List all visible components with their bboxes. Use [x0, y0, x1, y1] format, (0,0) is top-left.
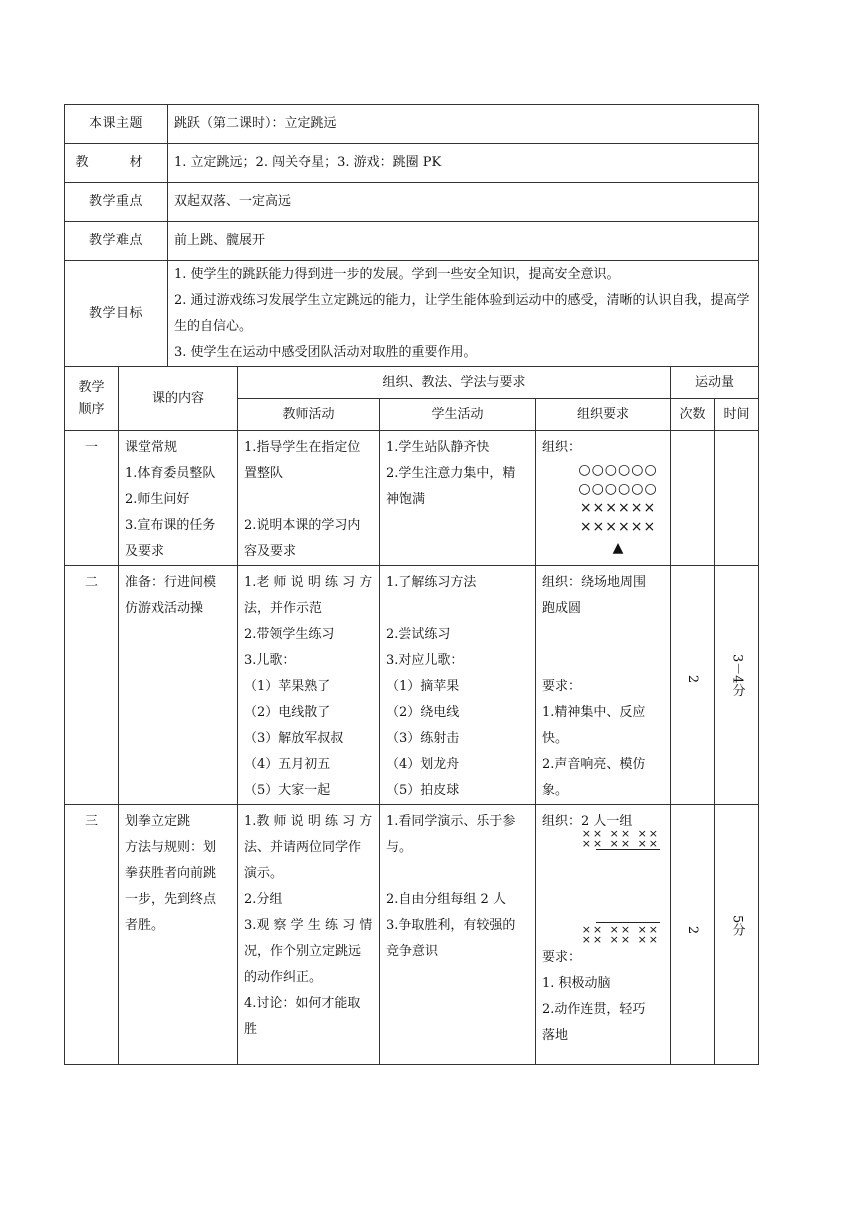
row-times: [671, 431, 715, 566]
row-content: 准备：行进间模 仿游戏活动操: [119, 566, 238, 805]
table-row: [65, 431, 759, 566]
row-content: 划拳立定跳 方法与规则：划 拳获胜者向前跳 一步，先到终点 者胜。: [119, 805, 238, 1065]
row-duration: [715, 431, 759, 566]
col-org-req: 组织要求: [536, 399, 671, 431]
row-org: 组织：绕场地周围 跑成圆 要求： 1.精神集中、反应 快。 2.声音响亮、模仿 象。: [536, 566, 671, 805]
material-label: 教 材: [65, 144, 168, 183]
difficulty-value: 前上跳、髋展开: [168, 222, 759, 261]
row-times: 2: [671, 805, 715, 1065]
col-times: 次数: [671, 399, 715, 431]
row-org: [536, 431, 671, 566]
difficulty-label: 教学难点: [65, 222, 168, 261]
row-teacher: 1.教 师 说 明 练 习 方 法、并请两位同学作 演示。 2.分组 3.观 察 学 生 练 习 情 况，作个别立定跳远 的动作纠正。 4.讨论：如何才能取 胜: [238, 805, 380, 1065]
col-order: 教学顺序: [65, 367, 119, 431]
goal-item: 2. 通过游戏练习发展学生立定跳远的能力，让学生能体验到运动中的感受，清晰的认识自我，提高学生的自信心。: [174, 292, 750, 334]
col-duration: 时间: [715, 399, 759, 431]
col-load: 运动量: [671, 367, 759, 399]
formation-row: ○○○○○○: [578, 462, 658, 478]
key-label: 教学重点: [65, 183, 168, 222]
material-value: 1. 立定跳远；2. 闯关夺星；3. 游戏：跳圈 PK: [168, 144, 759, 183]
goal-item: 3. 使学生在运动中感受团队活动对取胜的重要作用。: [174, 344, 477, 360]
row-student: 1.看同学演示、乐于参 与。 2.自由分组每组 2 人 3.争取胜利，有较强的 竞争意识: [380, 805, 536, 1065]
row-duration: 3－4分: [715, 566, 759, 805]
formation-row: ○○○○○○: [578, 481, 658, 497]
col-content: 课的内容: [119, 367, 238, 431]
teacher-marker-icon: ▲: [612, 540, 624, 556]
row-order: 一: [65, 431, 119, 566]
goals-label: 教学目标: [65, 261, 168, 367]
row-order: 三: [65, 805, 119, 1065]
row-teacher: 1.老 师 说 明 练 习 方 法，并作示范 2.带领学生练习 3.儿歌： （1）苹果熟了 （2）电线散了 （3）解放军叔叔 （4）五月初五 （5）大家一起: [238, 566, 380, 805]
row-times: 2: [671, 566, 715, 805]
topic-label: 本课主题: [65, 105, 168, 144]
lesson-table: [64, 104, 759, 1065]
col-student: 学生活动: [380, 399, 536, 431]
pairs-diagram-bottom: ×× ×× ×× ×× ×× ××: [581, 923, 661, 946]
row-order: 二: [65, 566, 119, 805]
table-row: [65, 566, 759, 805]
col-org-group: 组织、教法、学法与要求: [238, 367, 671, 399]
row-duration: 5分: [715, 805, 759, 1065]
formation-row: ××××××: [579, 500, 657, 516]
row-teacher: 1.指导学生在指定位 置整队 2.说明本课的学习内 容及要求: [238, 431, 380, 566]
row-student: 1.学生站队静齐快 2.学生注意力集中，精 神饱满: [380, 431, 536, 566]
row-content: 课堂常规 1.体育委员整队 2.师生问好 3.宣布课的任务 及要求: [119, 431, 238, 566]
formation-row: ××××××: [579, 519, 657, 535]
row-student: 1.了解练习方法 2.尝试练习 3.对应儿歌： （1）摘苹果 （2）绕电线 （3）练射击 （4）划龙舟 （5）拍皮球: [380, 566, 536, 805]
goal-item: 1. 使学生的跳跃能力得到进一步的发展。学到一些安全知识，提高安全意识。: [174, 266, 620, 282]
pairs-diagram-top: ×× ×× ×× ×× ×× ××: [581, 827, 661, 850]
lesson-plan: [64, 104, 758, 1065]
key-value: 双起双落、一定高远: [168, 183, 759, 222]
goals: [168, 261, 759, 367]
col-teacher: 教师活动: [238, 399, 380, 431]
org-label: 组织：2 人一组: [542, 814, 633, 829]
formation-diagram: [542, 461, 664, 537]
table-row: [65, 805, 759, 1065]
org-label: 组织：: [542, 440, 582, 455]
row-org: 组织：2 人一组 ×× ×× ×× ×× ×× ×× ×× ×× ×× ×× ×× ×× 要求： 1. 积极动脑 2.动作连贯，轻巧 落地: [536, 805, 671, 1065]
topic-value: 跳跃（第二课时）：立定跳远: [168, 105, 759, 144]
